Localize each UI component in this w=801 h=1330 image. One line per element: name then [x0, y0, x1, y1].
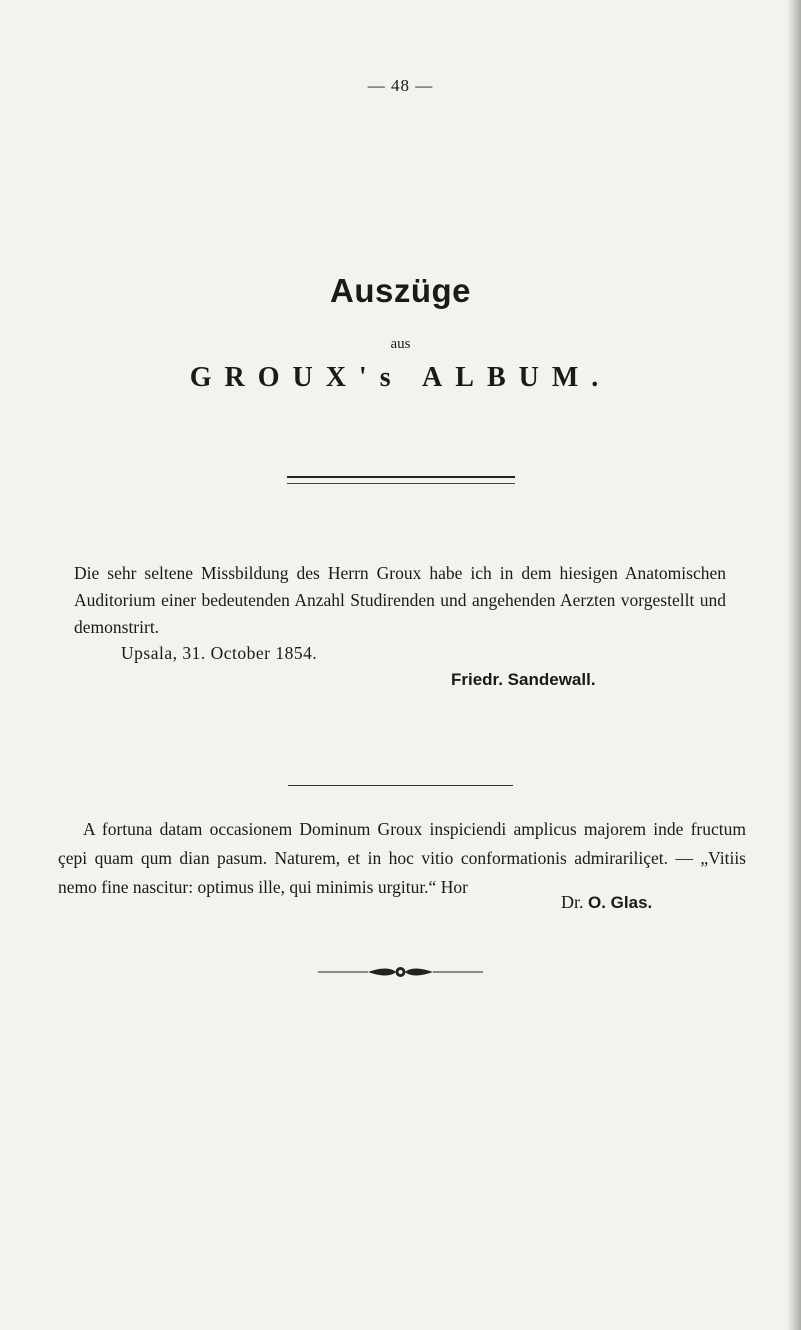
entry-1-text — [74, 560, 726, 641]
entry-2-paragraph: A fortuna datam occasionem Dominum Groux inspiciendi amplicus majorem inde fructum çepi quam qum dian pasum. Naturem, et in hoc vitio conformationis admirariliçet. — „Vitiis nemo fine nascitur: optimus ille, qui minimis urgitur.“ Hor — [58, 819, 746, 897]
page-number: — 48 — — [367, 76, 434, 95]
entry-2-signature-name: O. Glas. — [588, 893, 653, 912]
entry-1-place-date: Upsala, 31. October 1854. — [121, 643, 318, 663]
entry-1-paragraph: Die sehr seltene Missbildung des Herrn Groux habe ich in dem hiesigen Anatomischen Auditorium einer bedeutenden Anzahl Studirenden und angehenden Aerzten vorgestellt und demonstrirt. — [74, 563, 726, 637]
section-title: Auszüge — [329, 272, 471, 309]
entry-2-text — [58, 815, 746, 902]
entry-2-signature — [561, 892, 652, 913]
rule-divider — [288, 785, 513, 786]
entry-2-signature-prefix: Dr. — [561, 892, 584, 912]
section-subtitle: aus — [390, 336, 411, 352]
double-rule-divider — [287, 476, 515, 484]
entry-1-signature: Friedr. Sandewall. — [451, 670, 596, 689]
album-title: GROUX's ALBUM. — [189, 362, 612, 393]
decorative-flourish-icon — [318, 962, 483, 982]
page-edge-shadow — [787, 0, 801, 1330]
